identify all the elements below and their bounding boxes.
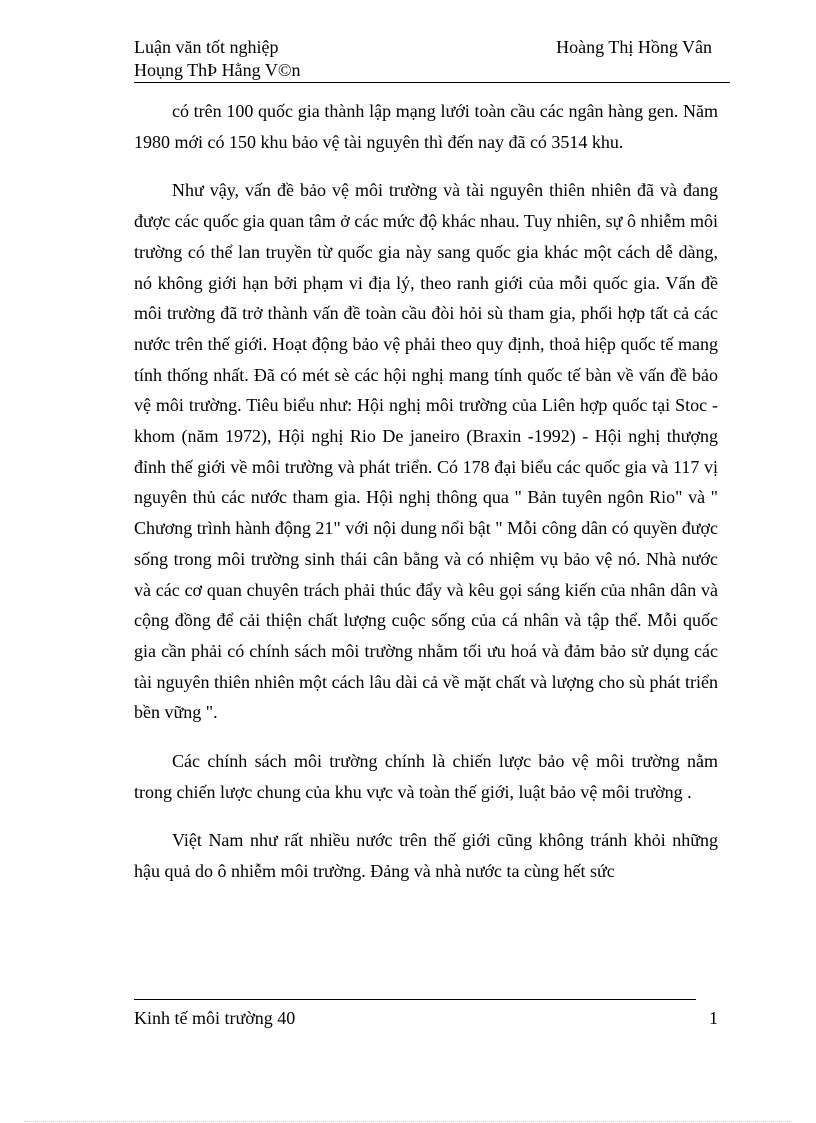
paragraph-continuation: có trên 100 quốc gia thành lập mạng lưới toàn cầu các ngân hàng gen. Năm 1980 mới có 150 khu bảo vệ tài nguyên thì đến nay đã có 3514 khu. [134,101,718,152]
document-body [134,96,718,905]
paragraph-vietnam: Việt Nam như rất nhiều nước trên thế giới cũng không tránh khỏi những hậu quả do ô nhiễm môi trường. Đảng và nhà nước ta cùng hết sức [134,830,718,882]
page-edge-guide [24,1121,792,1122]
header-thesis-label: Luận văn tốt nghiệp [134,37,279,57]
page-header [134,36,730,82]
page-number: 1 [709,1008,718,1028]
footer-divider [134,999,696,1000]
footer-document-title: Kinh tế môi trường 40 [134,1008,296,1028]
header-author-name: Hoàng Thị Hồng Vân [556,37,712,57]
header-author-name-garbled: Hoụng ThÞ Hằng V©n [134,60,301,80]
paragraph-environmental-cooperation: Như vậy, vấn đề bảo vệ môi trường và tài nguyên thiên nhiên đã và đang được các quốc gia quan tâm ở các mức độ khác nhau. Tuy nhiên, sự ô nhiễm môi trường có thể lan truyền từ quốc gia này sang quốc gia khác một cách dễ dàng, nó không giới hạn bởi phạm vi địa lý, theo ranh giới của mỗi quốc gia. Vấn đề môi trường đã trở thành vấn đề toàn cầu đòi hỏi sù tham gia, phối hợp tất cả các nước trên thế giới. Hoạt động bảo vệ phải theo quy định, thoả hiệp quốc tế mang tính thống nhất. Đã có mét sè các hội nghị mang tính quốc tế bàn về vấn đề bảo vệ môi trường. Tiêu biểu như: Hội nghị môi trường của Liên hợp quốc tại Stoc - khom (năm 1972), Hội nghị Rio De janeiro (Braxin -1992) - Hội nghị thượng đỉnh thế giới về môi trường và phát triển. Có 178 đại biểu các quốc gia và 117 vị nguyên thủ các nước tham gia. Hội nghị thông qua " Bản tuyên ngôn Rio" và " Chương trình hành động 21" với nội dung nổi bật " Mỗi công dân có quyền được sống trong môi trường sinh thái cân bằng và có nhiệm vụ bảo vệ nó. Nhà nước và các cơ quan chuyên trách phải thúc đẩy và kêu gọi sáng kiến của nhân dân và cộng đồng để cải thiện chất lượng cuộc sống của cá nhân và tập thể. Mỗi quốc gia cần phải có chính sách môi trường nhằm tối ưu hoá và đảm bảo sử dụng các tài nguyên thiên nhiên một cách lâu dài cả về mặt chất và lượng cho sù phát triển bền vững ". [134,180,718,723]
header-divider [134,82,730,83]
paragraph-environmental-policy: Các chính sách môi trường chính là chiến lược bảo vệ môi trường nằm trong chiến lược chung của khu vực và toàn thế giới, luật bảo vệ môi trường . [134,751,718,802]
